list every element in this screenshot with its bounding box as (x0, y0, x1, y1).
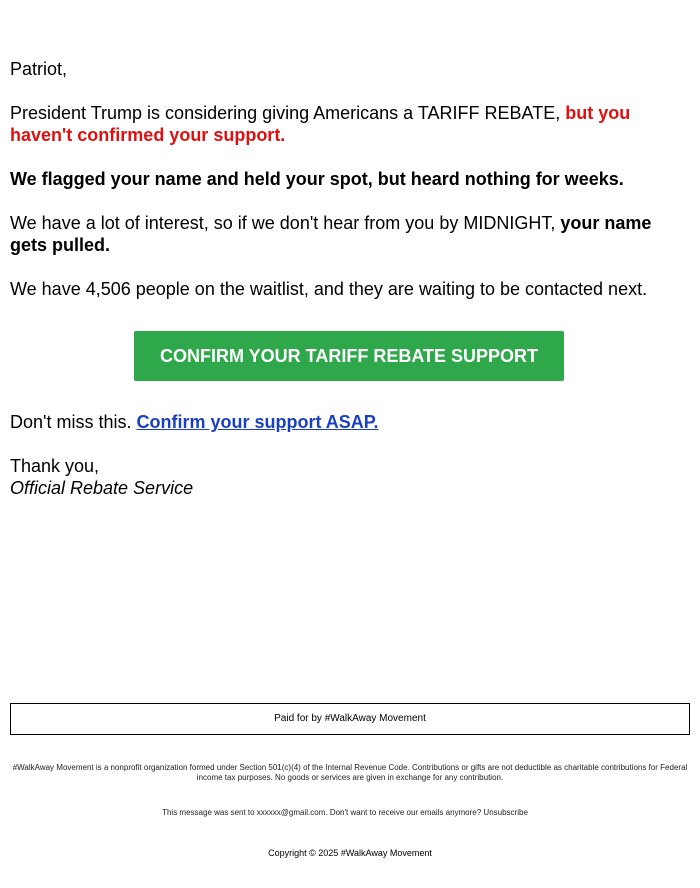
paragraph-midnight (10, 212, 690, 256)
email-content (10, 58, 690, 499)
confirm-support-button[interactable]: CONFIRM YOUR TARIFF REBATE SUPPORT (134, 331, 564, 381)
paragraph-text: We have a lot of interest, so if we don't hear from you by MIDNIGHT, (10, 213, 561, 233)
paragraph-text: President Trump is considering giving Americans a TARIFF REBATE, (10, 103, 566, 123)
copyright: Copyright © 2025 #WalkAway Movement (268, 848, 432, 858)
sent-to-notice (10, 808, 680, 818)
closing: Thank you, (10, 456, 100, 476)
confirm-support-link[interactable]: Confirm your support ASAP. (136, 412, 379, 432)
signature: Official Rebate Service (10, 478, 194, 498)
sent-to-text: This message was sent to xxxxxx@gmail.com. Don't want to receive our emails anymore? (162, 808, 484, 817)
cta-container (10, 331, 690, 381)
paragraph-dont-miss (10, 411, 690, 433)
highlight-text: but you haven't confirmed your support. (10, 103, 631, 145)
paragraph-waitlist: We have 4,506 people on the waitlist, and they are waiting to be contacted next. (10, 279, 648, 299)
paragraph-text: Don't miss this. (10, 412, 137, 432)
paragraph-tariff-rebate (10, 102, 690, 146)
greeting: Patriot, (10, 59, 68, 79)
unsubscribe-link[interactable]: Unsubscribe (483, 808, 528, 817)
legal-disclaimer: #WalkAway Movement is a nonprofit organization formed under Section 501(c)(4) of the Internal Revenue Code. Contributions or gifts are not deductible as charitable contributions for Federal income tax purposes. No goods or services are given in exchange for any contribution. (12, 763, 688, 782)
paragraph-flagged: We flagged your name and held your spot, but heard nothing for weeks. (10, 169, 624, 189)
paid-for-disclaimer: Paid for by #WalkAway Movement (10, 703, 690, 735)
bold-text: your name gets pulled. (10, 213, 652, 255)
